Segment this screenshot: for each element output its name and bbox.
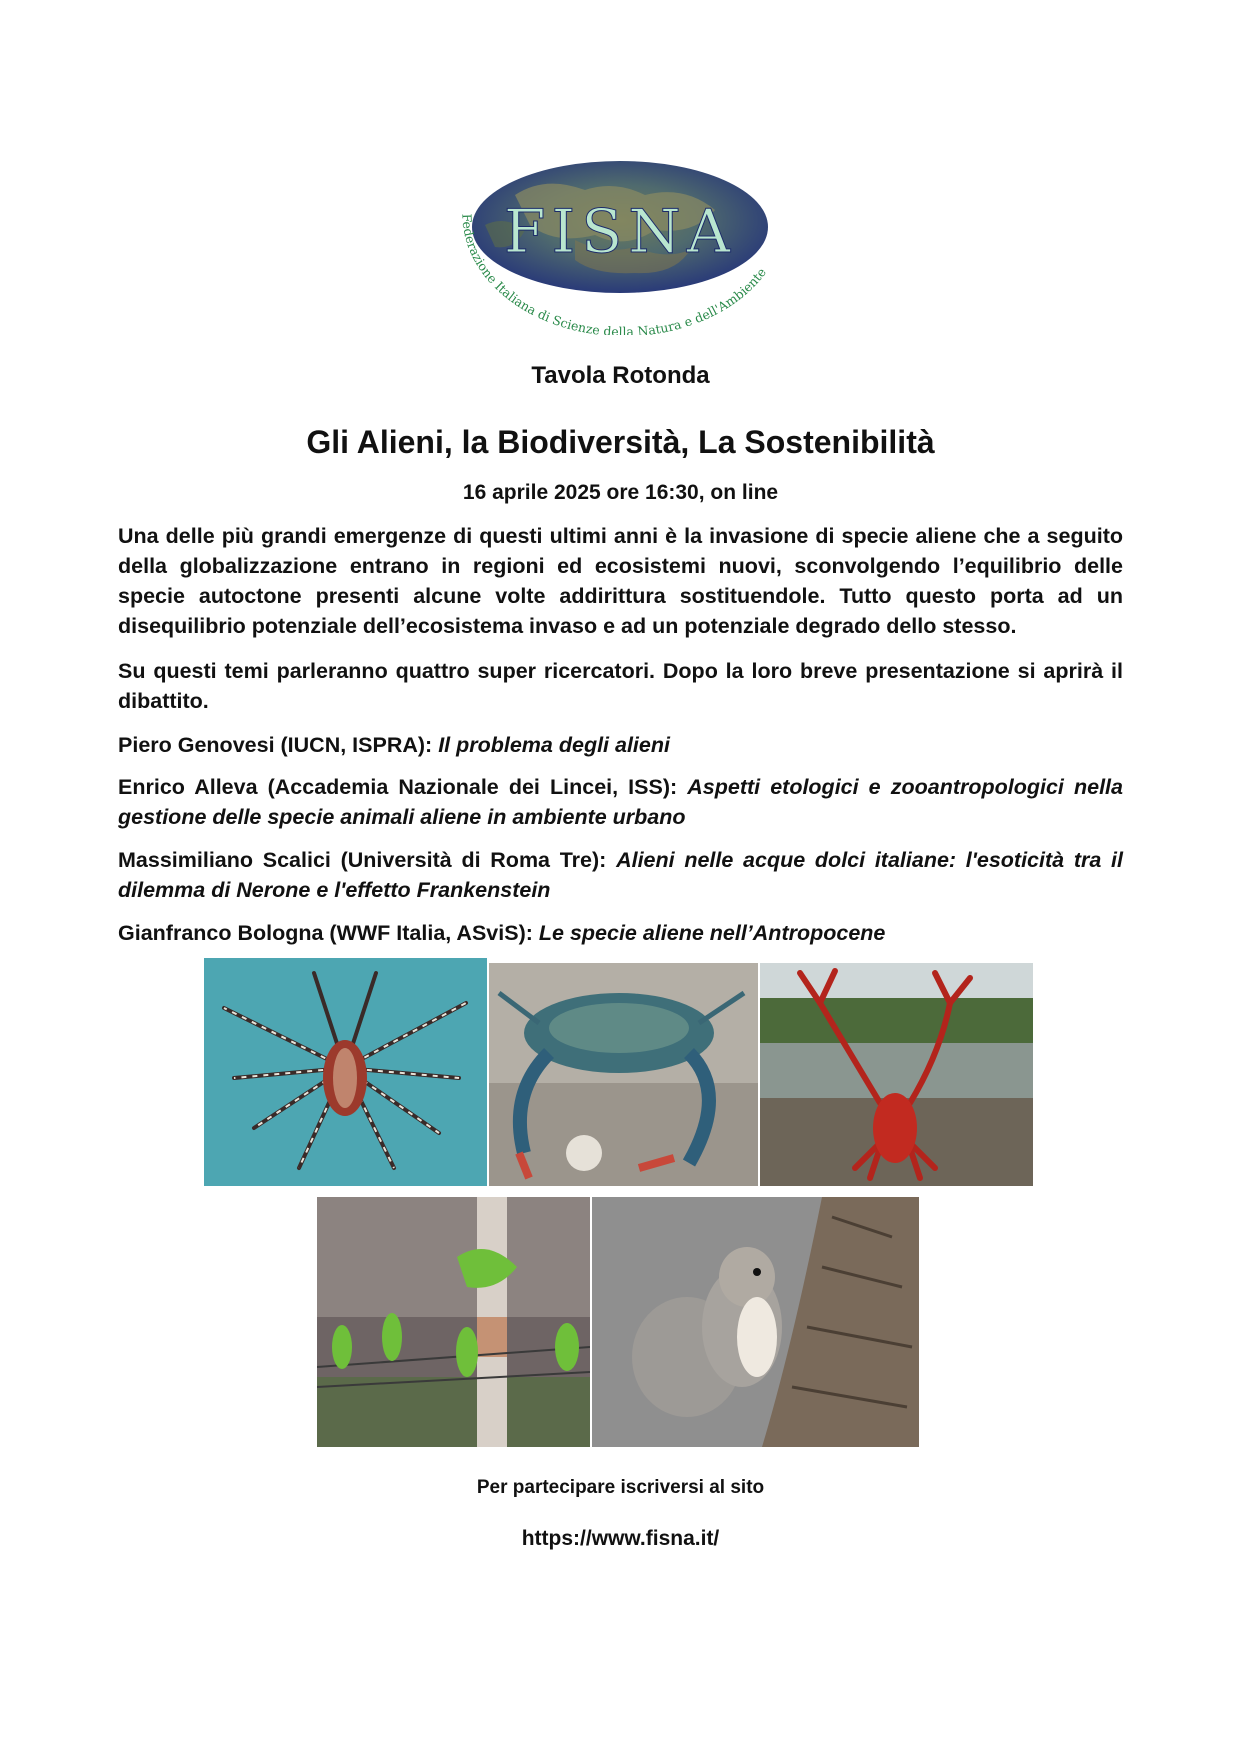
signup-cta: Per partecipare iscriversi al sito — [476, 1477, 765, 1498]
speaker-name: Piero Genovesi (IUCN, ISPRA): — [118, 733, 433, 757]
logo-acronym: FISNA — [503, 197, 737, 267]
speaker-name: Enrico Alleva (Accademia Nazionale dei Lincei, ISS): — [118, 775, 678, 799]
site-link[interactable]: https://www.fisna.it/ — [521, 1527, 720, 1550]
event-kind: Tavola Rotonda — [531, 362, 710, 389]
logo-subtitle: Federazione Italiana di Scienze della Natura e dell'Ambiente — [459, 213, 769, 335]
intro-paragraph-1: Una delle più grandi emergenze di questi ultimi anni è la invasione di specie aliene che a seguito della globalizzazione entrano in regioni ed ecosistemi nuovi, sconvolgendo l’equilibrio delle specie autoctone presenti alcune volte addirittura sostituendole. Tutto questo porta ad un disequilibrio potenziale dell’ecosistema invaso e ad un potenziale degrado dello stesso. — [118, 524, 1123, 638]
event-date: 16 aprile 2025 ore 16:30, on line — [462, 481, 779, 504]
crab-photo — [489, 963, 758, 1186]
speaker-entry — [118, 918, 1123, 948]
crayfish-photo — [760, 963, 1033, 1186]
speaker-name: Gianfranco Bologna (WWF Italia, ASviS): — [118, 921, 533, 945]
speaker-talk: Aspetti etologici e zooantropologici nella gestione delle specie animali aliene in ambiente urbano — [118, 775, 1123, 829]
speaker-name: Massimiliano Scalici (Università di Roma Tre): — [118, 848, 607, 872]
fisna-logo — [455, 155, 790, 335]
squirrel-photo — [592, 1197, 919, 1447]
speaker-talk: Le specie aliene nell’Antropocene — [538, 921, 886, 945]
speaker-talk: Il problema degli alieni — [438, 733, 670, 757]
speaker-talk: Alieni nelle acque dolci italiane: l'esoticità tra il dilemma di Nerone e l'effetto Frankenstein — [118, 848, 1123, 902]
event-title: Gli Alieni, la Biodiversità, La Sostenibilità — [306, 424, 935, 460]
parakeets-photo — [317, 1197, 590, 1447]
lionfish-photo — [204, 958, 487, 1186]
speaker-entry — [118, 730, 1123, 760]
speaker-entry — [118, 772, 1123, 832]
intro-paragraph-2: Su questi temi parleranno quattro super ricercatori. Dopo la loro breve presentazione si aprirà il dibattito. — [118, 659, 1123, 713]
speaker-entry — [118, 845, 1123, 905]
